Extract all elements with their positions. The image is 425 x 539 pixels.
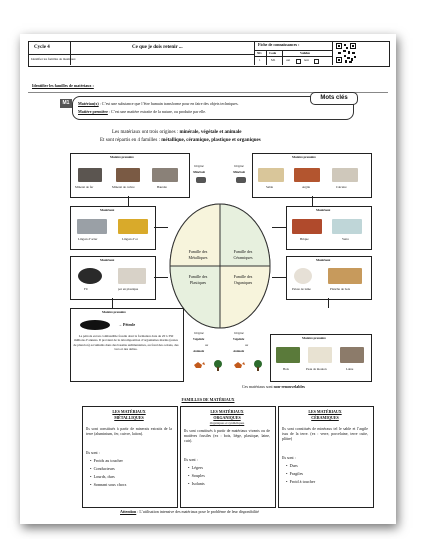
rock-right-icon — [236, 177, 246, 183]
minerale-left-label: Minérale — [193, 170, 206, 174]
family-organiques-item: • Souples — [188, 473, 205, 478]
val-code: M1 — [271, 58, 276, 62]
family-organiques-item: • Légers — [188, 465, 203, 470]
caption-sable: Sable — [266, 185, 274, 189]
familles-title: FAMILLES DE MATÉRIAUX — [181, 397, 235, 402]
rock-left-icon — [196, 177, 206, 183]
famille-plastiques-2: Plastiques — [189, 280, 207, 285]
caption-calcaire: Calcaire — [336, 185, 347, 189]
caption-pelote-laine: Pelote de laine — [292, 287, 311, 291]
brique-image — [292, 219, 322, 234]
animale-bl-label: Animale — [193, 349, 205, 353]
famille-ceramiques-2: Céramiques — [233, 255, 253, 260]
origine-bl-label: Origine — [194, 331, 204, 335]
minerale-right-label: Minérale — [233, 170, 246, 174]
family-metalliques-title-1: LES MATÉRIAUX — [112, 409, 146, 414]
family-metalliques-item: • Froids au toucher — [90, 458, 123, 463]
family-organiques-title-2: ORGANIQUES — [213, 415, 241, 420]
page-title: Ce que je dois retenir ... — [132, 45, 183, 50]
minerai-cuivre-image — [116, 168, 140, 182]
fiche-page — [20, 34, 396, 524]
lingots-acier-image — [77, 219, 107, 234]
family-ceramiques-item: • Fragiles — [286, 471, 304, 476]
animal-tree-right-icon — [232, 359, 266, 371]
caption-laine: Laine — [346, 367, 354, 371]
petrole-text: Le pétrole est un combustible fossile dont la formation date de 20 à 350 millions d’années. Il provient de la décomposition d’organismes marins (restes de plancton) accumulés dans des bassins sédimentaires, au fond des océans, des lacs et des deltas. — [73, 334, 179, 351]
famille-organiques-2: Organiques — [233, 280, 253, 285]
ou-bl-label: ou — [205, 343, 209, 347]
attention-note: Attention : L’utilisation intensive des matériaux pose le problème de leur disponibilité — [120, 509, 259, 514]
argile-image — [294, 168, 320, 182]
family-ceramiques-title-1: LES MATÉRIAUX — [308, 409, 342, 414]
family-metalliques-desc: Ils sont constitués à partir de minerais extraits de la terre (aluminium, fer, cuivre, laiton). — [86, 427, 172, 436]
family-organiques-desc: Ils sont constitués à partir de matériaux vivants ou de matières fossiles (ex : bois, liège, plastique, laine, cuir). — [184, 429, 270, 443]
family-ceramiques-title-2: CÉRAMIQUES — [311, 415, 339, 420]
animal-tree-left-icon — [192, 359, 226, 371]
peau-mouton-image — [308, 347, 332, 363]
caption-minerai-fer: Minerai de fer — [75, 185, 94, 189]
origine-left-label: Origine — [194, 164, 204, 168]
caption-brique: Brique — [300, 237, 309, 241]
val-oui: oui — [286, 58, 291, 62]
animale-br-label: Animale — [233, 349, 245, 353]
family-metalliques-title-2: MÉTALLIQUES — [114, 415, 144, 420]
family-ceramiques-desc: Ils sont constitués de minéraux tel le sable et l’argile issu de la terre. (ex : verre, porcelaine, terre cuite, plâtre) — [282, 427, 368, 441]
laine-image — [340, 347, 364, 363]
intro-line-1: Les matériaux ont trois origines : minérale, végétale et animale — [112, 130, 242, 135]
section-title: Identifier les familles de matériaux : — [32, 83, 94, 88]
caption-bauxite: Bauxite — [157, 185, 167, 189]
bois-image — [276, 347, 300, 363]
val-niv: 1 — [259, 58, 261, 62]
mat-plastique-title: Matériaux — [100, 258, 115, 262]
origine-right-label: Origine — [234, 164, 244, 168]
caption-lingots-acier: Lingots d’acier — [78, 237, 98, 241]
non-renouvelables-note: Ces matériaux sont non-renouvelables — [242, 384, 305, 389]
family-organiques-title-1: LES MATÉRIAUX — [210, 409, 244, 414]
subtitle: Identifier les familles de matériaux — [31, 57, 76, 61]
family-metalliques-item: • Sonnant sous chocs — [90, 482, 127, 487]
caption-minerai-cuivre: Minerai de cuivre — [112, 185, 135, 189]
mat-ceramique-title: Matériaux — [316, 208, 331, 212]
mp-right-title: Matière première — [292, 155, 316, 159]
checkbox-oui[interactable] — [296, 59, 301, 64]
col-validee: Validée — [300, 51, 310, 55]
caption-pot-plastique: pot en plastique — [118, 287, 139, 291]
definition-1: Matériau(x) : C’est une substance que l’être humain transforme pour en faire des objets techniques. — [78, 101, 239, 106]
vegetale-bl-label: Végétale — [193, 337, 205, 341]
famille-metalliques-1: Famille des — [188, 249, 208, 254]
mots-cles-badge: Mots clés — [310, 92, 358, 105]
fiche-label: Fiche de connaissances : — [258, 42, 300, 47]
caption-peau-mouton: Peau de mouton — [306, 367, 327, 371]
bauxite-image — [152, 168, 178, 182]
caption-lingots-or: Lingots d’or — [122, 237, 138, 241]
sable-image — [258, 168, 284, 182]
mat-organique-title: Matériaux — [316, 258, 331, 262]
family-organiques-item: • Isolants — [188, 481, 205, 486]
tag-m1: M1 — [60, 99, 72, 108]
family-ceramiques-item: • Durs — [286, 463, 298, 468]
caption-bois: Bois — [283, 367, 289, 371]
fil-image — [78, 268, 102, 284]
col-niv: Niv — [257, 51, 262, 55]
mp-left-title: Matière première — [110, 155, 134, 159]
caption-verre: Verre — [342, 237, 349, 241]
caption-argile: Argile — [302, 185, 311, 189]
mat-metal-title: Matériaux — [100, 208, 115, 212]
vegetale-br-label: Végétale — [233, 337, 245, 341]
cycle-label: Cycle 4 — [34, 45, 50, 50]
famille-organiques-1: Famille des — [233, 274, 253, 279]
famille-ceramiques-1: Famille des — [233, 249, 253, 254]
mp-organique-title: Matière première — [302, 336, 326, 340]
family-metalliques-card — [82, 406, 178, 508]
family-organiques-sub: Organiques et synthétiques — [209, 421, 245, 425]
col-code: Code — [269, 51, 277, 55]
ou-br-label: ou — [245, 343, 249, 347]
famille-plastiques-1: Famille des — [188, 274, 208, 279]
minerai-fer-image — [78, 168, 102, 182]
pot-plastique-image — [118, 268, 146, 284]
intro-line-2: Et sont répartis en 4 familles : métallique, céramique, plastique et organiques — [100, 138, 261, 143]
qr-code-icon — [335, 42, 357, 64]
caption-planche-bois: Planche de bois — [330, 287, 351, 291]
family-metalliques-item: • Conducteurs — [90, 466, 115, 471]
petrole-mp-title: Matière première — [102, 310, 126, 314]
origine-br-label: Origine — [234, 331, 244, 335]
petrole-label: → Pétrole — [118, 322, 136, 327]
famille-metalliques-2: Métalliques — [188, 255, 208, 260]
calcaire-image — [332, 168, 358, 182]
family-metalliques-ils-sont: Ils sont : — [86, 450, 100, 455]
family-metalliques-item: • Lourds, durs — [90, 474, 115, 479]
verre-image — [332, 219, 362, 234]
lingots-or-image — [118, 219, 148, 234]
caption-fil: Fil — [84, 287, 88, 291]
petrole-image — [80, 320, 110, 330]
family-organiques-ils-sont: Ils sont : — [184, 457, 198, 462]
definition-2: Matière première : C’est une matière extraite de la nature, ou produite par elle. — [78, 109, 207, 114]
family-ceramiques-ils-sont: Ils sont : — [282, 455, 296, 460]
checkbox-non[interactable] — [314, 59, 319, 64]
pelote-laine-image — [294, 268, 312, 284]
family-ceramiques-item: • Froid à toucher — [286, 479, 316, 484]
planche-bois-image — [328, 268, 362, 284]
val-non: non — [304, 58, 309, 62]
